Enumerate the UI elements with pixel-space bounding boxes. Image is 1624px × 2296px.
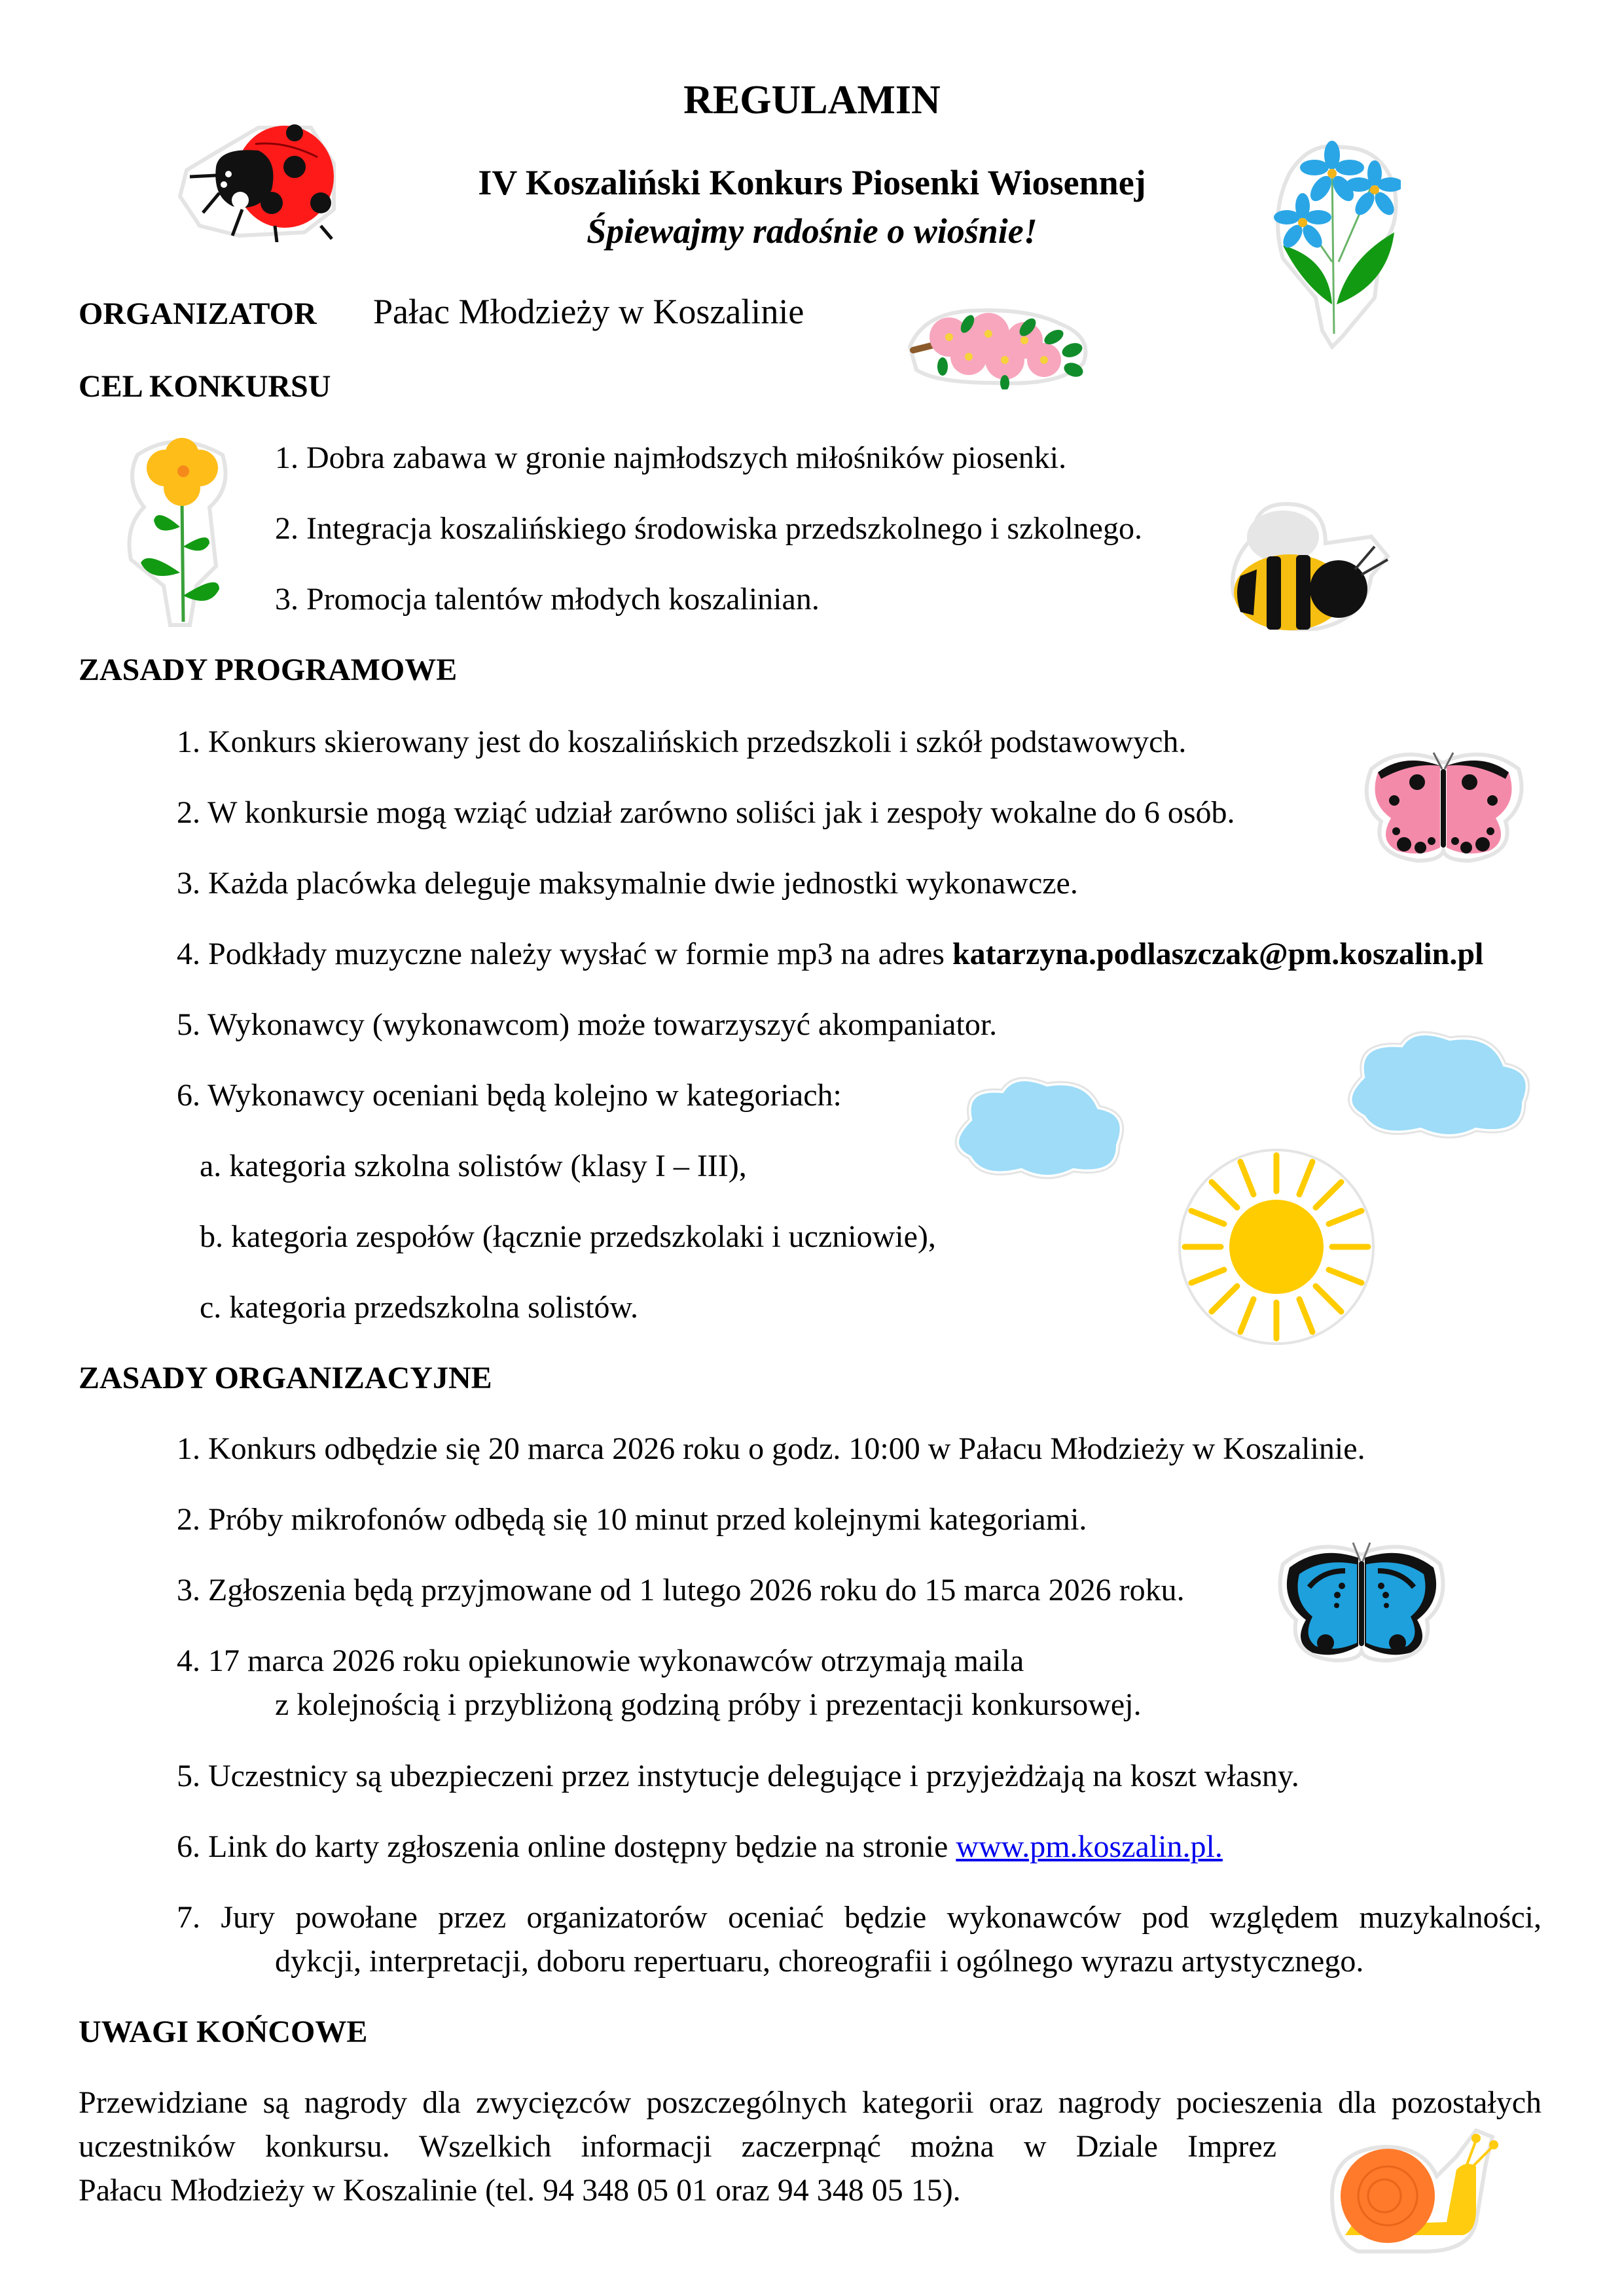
section-heading-organization-rules: ZASADY ORGANIZACYJNE <box>79 1361 492 1395</box>
goal-item: 1. Dobra zabawa w gronie najmłodszych miłośników piosenki. <box>275 440 1067 475</box>
category-item: c. kategoria przedszkolna solistów. <box>200 1290 639 1325</box>
organization-rule-item: 4. 17 marca 2026 roku opiekunowie wykonawców otrzymają maila <box>177 1643 1024 1678</box>
organization-rule-text: 6. Link do karty zgłoszenia online dostępny będzie na stronie <box>177 1829 956 1864</box>
contact-email[interactable]: katarzyna.podlaszczak@pm.koszalin.pl <box>952 937 1484 971</box>
snail-icon <box>1319 2124 1515 2255</box>
organization-rule-item <box>177 1829 1223 1865</box>
program-rule-text: 4. Podkłady muzyczne należy wysłać w formie mp3 na adres <box>177 937 952 971</box>
section-heading-goals: CEL KONKURSU <box>79 369 331 404</box>
organization-rule-continuation: z kolejnością i przybliżoną godziną próby i prezentacji konkursowej. <box>275 1687 1142 1722</box>
program-rule-item: 6. Wykonawcy oceniani będą kolejno w kategoriach: <box>177 1078 842 1113</box>
cloud-icon <box>1335 1021 1545 1145</box>
cloud-icon <box>943 1067 1139 1185</box>
program-rule-item <box>177 936 1483 972</box>
blue-butterfly-icon <box>1273 1535 1450 1666</box>
organizer-label: ORGANIZATOR <box>79 296 317 331</box>
organization-rule-item: 3. Zgłoszenia będą przyjmowane od 1 lutego 2026 roku do 15 marca 2026 roku. <box>177 1573 1185 1607</box>
program-rule-item: 2. W konkursie mogą wziąć udział zarówno soliści jak i zespoły wokalne do 6 osób. <box>177 795 1235 830</box>
category-item: a. kategoria szkolna solistów (klasy I – III), <box>200 1149 747 1183</box>
organization-rule-item: 1. Konkurs odbędzie się 20 marca 2026 roku o godz. 10:00 w Pałacu Młodzieży w Koszalinie. <box>177 1431 1365 1466</box>
pink-butterfly-icon <box>1358 743 1528 867</box>
ladybug-icon <box>160 111 344 242</box>
website-link[interactable]: www.pm.koszalin.pl. <box>956 1829 1223 1864</box>
organizer-value: Pałac Młodzieży w Koszalinie <box>373 292 804 331</box>
contest-motto: Śpiewajmy radośnie o wiośnie! <box>586 211 1038 251</box>
yellow-flower-icon <box>118 429 236 632</box>
final-notes-line: uczestników konkursu. Wszelkich informacji zaczerpnąć można w Dziale Imprez <box>79 2129 1276 2164</box>
section-heading-final-notes: UWAGI KOŃCOWE <box>79 2015 368 2049</box>
section-heading-program-rules: ZASADY PROGRAMOWE <box>79 653 458 687</box>
program-rule-item: 1. Konkurs skierowany jest do koszalińskich przedszkoli i szkół podstawowych. <box>177 725 1187 759</box>
program-rule-item: 3. Każda placówka deleguje maksymalnie dwie jednostki wykonawcze. <box>177 866 1078 901</box>
organization-rule-item: 7. Jury powołane przez organizatorów oceniać będzie wykonawców pod względem muzykalności, <box>177 1900 1542 1935</box>
cherry-blossom-branch-icon <box>897 298 1093 389</box>
organization-rule-item: 5. Uczestnicy są ubezpieczeni przez instytucje delegujące i przyjeżdżają na koszt własny. <box>177 1759 1299 1793</box>
category-item: b. kategoria zespołów (łącznie przedszkolaki i uczniowie), <box>200 1219 936 1254</box>
final-notes-line: Pałacu Młodzieży w Koszalinie (tel. 94 348 05 01 oraz 94 348 05 15). <box>79 2173 961 2208</box>
organization-rule-continuation: dykcji, interpretacji, doboru repertuaru, choreografii i ogólnego wyrazu artystycznego. <box>275 1944 1364 1979</box>
organization-rule-item: 2. Próby mikrofonów odbędą się 10 minut przed kolejnymi kategoriami. <box>177 1502 1087 1537</box>
goal-item: 2. Integracja koszalińskiego środowiska przedszkolnego i szkolnego. <box>275 511 1142 546</box>
program-rule-item: 5. Wykonawcy (wykonawcom) może towarzyszyć akompaniator. <box>177 1007 998 1042</box>
page-title: REGULAMIN <box>683 78 941 122</box>
bee-icon <box>1221 497 1398 641</box>
final-notes-line: Przewidziane są nagrody dla zwycięzców poszczególnych kategorii oraz nagrody pocieszenia dla pozostałych <box>79 2085 1542 2120</box>
contest-name: IV Koszaliński Konkurs Piosenki Wiosennej <box>478 163 1146 202</box>
goal-item: 3. Promocja talentów młodych koszalinian. <box>275 582 820 617</box>
forget-me-not-flower-icon <box>1263 134 1401 350</box>
sun-icon <box>1175 1145 1378 1348</box>
